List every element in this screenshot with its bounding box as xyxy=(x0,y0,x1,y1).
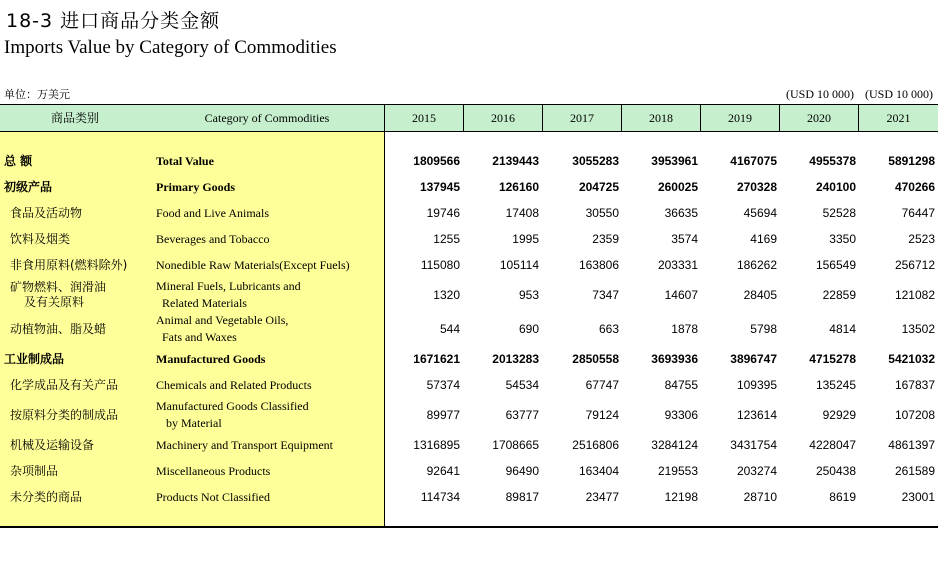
row-label-cn: 动植物油、脂及蜡 xyxy=(10,321,107,336)
table-cell-value: 3431754 xyxy=(730,438,777,452)
table-cell-value: 17408 xyxy=(505,206,539,220)
column-header-year: 2019 xyxy=(728,111,752,125)
table-cell-value: 5798 xyxy=(750,322,777,336)
table-cell-value: 115080 xyxy=(420,258,460,272)
table-cell-value: 23477 xyxy=(585,490,619,504)
table-cell-value: 28405 xyxy=(743,288,777,302)
table-cell-value: 544 xyxy=(439,322,460,336)
table-header xyxy=(0,105,938,132)
table-cell-value: 1316895 xyxy=(413,438,460,452)
row-label-en: Animal and Vegetable Oils, xyxy=(156,313,289,327)
table-cell-value: 54534 xyxy=(505,378,539,392)
table-cell-value: 45694 xyxy=(743,206,777,220)
row-label-en: Chemicals and Related Products xyxy=(156,377,312,392)
table-cell-value: 2523 xyxy=(908,232,935,246)
table-cell-value: 163806 xyxy=(578,258,619,272)
row-label-cn: 食品及活动物 xyxy=(10,205,83,220)
table-cell-value: 76447 xyxy=(901,206,935,220)
table-cell-value: 470266 xyxy=(894,180,935,194)
table-cell-value: 28710 xyxy=(743,490,777,504)
column-header-category-en: Category of Commodities xyxy=(204,111,330,125)
table-cell-value: 240100 xyxy=(815,180,856,194)
unit-label-cn: 单位：万美元 xyxy=(4,88,70,101)
table-cell-value: 690 xyxy=(518,322,539,336)
row-label-en: by Material xyxy=(166,416,222,430)
row-label-cn: 机械及运输设备 xyxy=(10,437,95,452)
row-label-en: Manufactured Goods xyxy=(156,351,266,366)
row-label-cn: 杂项制品 xyxy=(10,463,59,478)
table-cell-value: 203331 xyxy=(657,258,698,272)
table-cell-value: 1255 xyxy=(433,232,460,246)
row-label-en: Primary Goods xyxy=(156,179,235,194)
table-cell-value: 7347 xyxy=(592,288,619,302)
unit-label-usd: (USD 10 000) xyxy=(786,87,854,101)
table-cell-value: 4228047 xyxy=(809,438,856,452)
row-label-cn: 未分类的商品 xyxy=(10,489,83,504)
unit-label-usd: (USD 10 000) xyxy=(865,87,933,101)
column-header-year: 2020 xyxy=(807,111,831,125)
table-cell-value: 8619 xyxy=(829,490,856,504)
table-cell-value: 84755 xyxy=(664,378,698,392)
table-cell-value: 4169 xyxy=(750,232,777,246)
row-label-en: Nonedible Raw Materials(Except Fuels) xyxy=(156,257,350,272)
column-header-year: 2018 xyxy=(649,111,673,125)
table-cell-value: 203274 xyxy=(736,464,777,478)
table-cell-value: 19746 xyxy=(426,206,460,220)
table-cell-value: 2359 xyxy=(592,232,619,246)
row-label-en: Beverages and Tobacco xyxy=(156,231,270,246)
row-label-cn: 饮料及烟类 xyxy=(10,231,71,246)
table-cell-value: 2516806 xyxy=(572,438,619,452)
table-cell-value: 4715278 xyxy=(809,352,856,366)
table-cell-value: 3284124 xyxy=(651,438,698,452)
table-cell-value: 261589 xyxy=(894,464,935,478)
table-cell-value: 663 xyxy=(598,322,619,336)
row-label-cn: 初级产品 xyxy=(4,179,53,194)
row-label-cn: 总 额 xyxy=(4,153,33,168)
table-cell-value: 219553 xyxy=(657,464,698,478)
table-cell-value: 1671621 xyxy=(413,352,460,366)
table-cell-value: 2139443 xyxy=(492,154,539,168)
row-label-cn: 按原料分类的制成品 xyxy=(10,407,119,422)
table-cell-value: 121082 xyxy=(894,288,935,302)
table-cell-value: 3574 xyxy=(671,232,698,246)
table-cell-value: 5891298 xyxy=(888,154,935,168)
table-cell-value: 57374 xyxy=(426,378,460,392)
column-header-year: 2015 xyxy=(412,111,436,125)
table-cell-value: 953 xyxy=(518,288,539,302)
row-label-cn: 化学成品及有关产品 xyxy=(10,377,119,392)
table-cell-value: 2850558 xyxy=(572,352,619,366)
table-cell-value: 163404 xyxy=(578,464,619,478)
table-cell-value: 1708665 xyxy=(492,438,539,452)
table-bottom-rule xyxy=(0,526,938,528)
table-cell-value: 4167075 xyxy=(730,154,777,168)
table-cell-value: 1809566 xyxy=(413,154,460,168)
table-cell-value: 13502 xyxy=(901,322,935,336)
table-cell-value: 114734 xyxy=(420,490,460,504)
table-cell-value: 204725 xyxy=(578,180,619,194)
table-cell-value: 3350 xyxy=(829,232,856,246)
row-label-en: Related Materials xyxy=(162,296,247,310)
table-cell-value: 1320 xyxy=(433,288,460,302)
table-cell-value: 256712 xyxy=(894,258,935,272)
table-cell-value: 156549 xyxy=(815,258,856,272)
table-cell-value: 105114 xyxy=(499,258,539,272)
table-cell-value: 107208 xyxy=(894,408,935,422)
table-number-title-cn: 18-3 进口商品分类金额 xyxy=(6,10,221,32)
row-label-en: Total Value xyxy=(156,153,214,168)
table-cell-value: 14607 xyxy=(664,288,698,302)
table-cell-value: 2013283 xyxy=(492,352,539,366)
table-cell-value: 3055283 xyxy=(572,154,619,168)
table-cell-value: 250438 xyxy=(815,464,856,478)
row-label-cn: 矿物燃料、润滑油 xyxy=(10,280,107,294)
column-header-year: 2016 xyxy=(491,111,515,125)
table-cell-value: 22859 xyxy=(822,288,856,302)
row-label-cn: 非食用原料(燃料除外) xyxy=(10,257,128,272)
table-cell-value: 137945 xyxy=(419,180,460,194)
table-cell-value: 89817 xyxy=(505,490,539,504)
table-cell-value: 167837 xyxy=(894,378,935,392)
row-label-en: Fats and Waxes xyxy=(162,330,237,344)
table-cell-value: 1995 xyxy=(512,232,539,246)
table-cell-value: 92641 xyxy=(426,464,460,478)
table-cell-value: 30550 xyxy=(585,206,619,220)
row-label-cn: 及有关原料 xyxy=(24,295,85,309)
table-cell-value: 63777 xyxy=(505,408,539,422)
table-cell-value: 23001 xyxy=(901,490,935,504)
column-header-year: 2021 xyxy=(886,111,911,125)
table-cell-value: 52528 xyxy=(822,206,856,220)
column-header-category-cn: 商品类别 xyxy=(50,111,99,125)
table-cell-value: 1878 xyxy=(671,322,698,336)
row-label-en: Products Not Classified xyxy=(156,489,270,504)
row-label-en: Food and Live Animals xyxy=(156,205,269,220)
table-cell-value: 109395 xyxy=(736,378,777,392)
table-cell-value: 3693936 xyxy=(651,352,698,366)
row-label-en: Mineral Fuels, Lubricants and xyxy=(156,279,301,293)
row-label-cn: 工业制成品 xyxy=(4,351,65,366)
table-cell-value: 135245 xyxy=(815,378,856,392)
table-cell-value: 4955378 xyxy=(809,154,856,168)
table-cell-value: 3953961 xyxy=(651,154,698,168)
row-label-en: Miscellaneous Products xyxy=(156,463,271,478)
table-cell-value: 92929 xyxy=(822,408,856,422)
table-cell-value: 67747 xyxy=(585,378,619,392)
table-cell-value: 260025 xyxy=(657,180,698,194)
table-cell-value: 12198 xyxy=(664,490,698,504)
table-cell-value: 79124 xyxy=(585,408,619,422)
table-cell-value: 89977 xyxy=(426,408,460,422)
table-cell-value: 123614 xyxy=(736,408,777,422)
table-cell-value: 4814 xyxy=(829,322,856,336)
table-cell-value: 93306 xyxy=(664,408,698,422)
table-cell-value: 36635 xyxy=(664,206,698,220)
table-cell-value: 270328 xyxy=(736,180,777,194)
table-title-en: Imports Value by Category of Commodities xyxy=(4,37,337,58)
table-cell-value: 3896747 xyxy=(730,352,777,366)
table-cell-value: 186262 xyxy=(736,258,777,272)
column-header-year: 2017 xyxy=(570,111,594,125)
table-cell-value: 5421032 xyxy=(888,352,935,366)
table-cell-value: 126160 xyxy=(498,180,539,194)
row-label-en: Manufactured Goods Classified xyxy=(156,399,309,413)
row-label-en: Machinery and Transport Equipment xyxy=(156,437,333,452)
table-cell-value: 96490 xyxy=(505,464,539,478)
table-cell-value: 4861397 xyxy=(888,438,935,452)
